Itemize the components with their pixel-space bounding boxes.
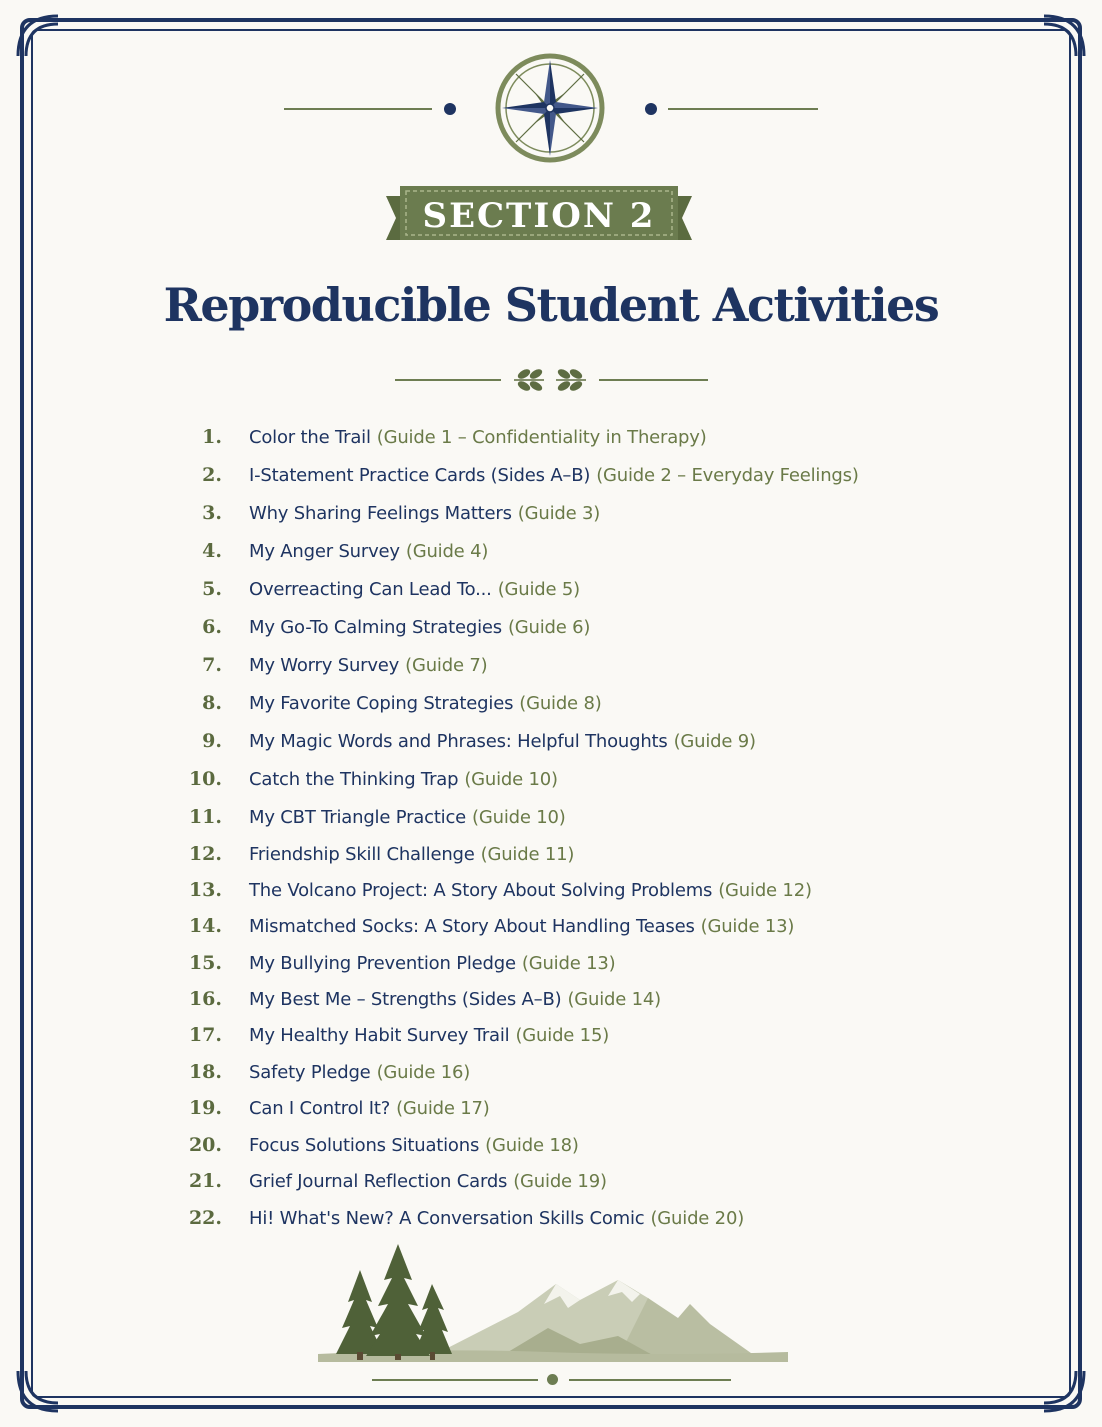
item-number: 1. [202, 426, 222, 448]
item-number: 18. [188, 1061, 222, 1083]
page-title: Reproducible Student Activities [163, 278, 939, 332]
item-title: Focus Solutions Situations [249, 1134, 480, 1156]
item-number: 15. [188, 952, 222, 974]
item-guide-reference: (Guide 14) [567, 988, 661, 1010]
item-guide-reference: (Guide 5) [497, 578, 580, 600]
pine-trees-and-mountains-illustration [318, 1240, 788, 1362]
item-number: 22. [188, 1207, 222, 1229]
item-title: My Magic Words and Phrases: Helpful Thoughts [249, 730, 668, 752]
item-number: 10. [188, 768, 222, 790]
list-item [180, 1128, 579, 1162]
divider-dot [645, 103, 657, 115]
item-title: Catch the Thinking Trap [249, 768, 459, 790]
divider-line [569, 1379, 731, 1381]
divider-line [372, 1379, 538, 1381]
item-guide-reference: (Guide 10) [472, 806, 566, 828]
list-item [180, 534, 488, 568]
item-number: 21. [188, 1170, 222, 1192]
list-item [180, 420, 707, 454]
item-guide-reference: (Guide 19) [513, 1170, 607, 1192]
item-title: Hi! What's New? A Conversation Skills Comic [249, 1207, 645, 1229]
item-title: I-Statement Practice Cards (Sides A–B) [249, 464, 591, 486]
item-title: My CBT Triangle Practice [249, 806, 467, 828]
item-guide-reference: (Guide 13) [521, 952, 616, 974]
corner-ornament-icon [14, 1369, 60, 1415]
list-item [180, 1164, 607, 1198]
corner-ornament-icon [1042, 12, 1088, 58]
item-title: My Bullying Prevention Pledge [249, 952, 516, 974]
item-guide-reference: (Guide 12) [718, 879, 812, 901]
item-title: My Worry Survey [249, 654, 400, 676]
list-item [180, 946, 615, 980]
list-item [180, 800, 566, 834]
item-title: Why Sharing Feelings Matters [249, 502, 512, 524]
item-guide-reference: (Guide 16) [376, 1061, 471, 1083]
item-number: 12. [188, 843, 222, 865]
item-guide-reference: (Guide 17) [396, 1097, 490, 1119]
divider-line [284, 108, 432, 110]
leaf-sprig-icon [510, 367, 590, 393]
item-title: My Favorite Coping Strategies [249, 692, 514, 714]
corner-ornament-icon [1042, 1369, 1088, 1415]
item-guide-reference: (Guide 1 – Confidentiality in Therapy) [376, 426, 707, 448]
list-item [180, 686, 602, 720]
divider-line [668, 108, 818, 110]
list-item [180, 458, 859, 492]
list-item [180, 873, 812, 907]
item-guide-reference: (Guide 11) [480, 843, 575, 865]
item-number: 19. [188, 1097, 222, 1119]
item-number: 7. [202, 654, 222, 676]
list-item [180, 982, 661, 1016]
item-title: Mismatched Socks: A Story About Handling Teases [249, 915, 695, 937]
item-title: Color the Trail [249, 426, 371, 448]
item-guide-reference: (Guide 20) [650, 1207, 745, 1229]
item-title: My Best Me – Strengths (Sides A–B) [249, 988, 562, 1010]
item-number: 17. [188, 1024, 222, 1046]
item-guide-reference: (Guide 18) [485, 1134, 579, 1156]
divider-line [599, 379, 708, 381]
list-item [180, 837, 574, 871]
item-title: My Go-To Calming Strategies [249, 616, 502, 638]
item-number: 4. [202, 540, 222, 562]
list-item [180, 909, 794, 943]
item-number: 2. [202, 464, 222, 486]
item-number: 5. [202, 578, 222, 600]
item-guide-reference: (Guide 13) [700, 915, 795, 937]
item-number: 14. [188, 915, 222, 937]
divider-dot [444, 103, 456, 115]
item-title: The Volcano Project: A Story About Solving Problems [249, 879, 713, 901]
item-title: Friendship Skill Challenge [249, 843, 475, 865]
item-guide-reference: (Guide 10) [464, 768, 558, 790]
item-guide-reference: (Guide 6) [507, 616, 591, 638]
list-item [180, 496, 600, 530]
section-label: SECTION 2 [422, 196, 656, 236]
item-guide-reference: (Guide 3) [517, 502, 601, 524]
compass-rose-icon [494, 52, 606, 164]
item-title: Safety Pledge [249, 1061, 371, 1083]
item-title: Grief Journal Reflection Cards [249, 1170, 508, 1192]
item-number: 8. [202, 692, 222, 714]
list-item [180, 1055, 470, 1089]
item-title: My Anger Survey [249, 540, 400, 562]
item-title: My Healthy Habit Survey Trail [249, 1024, 510, 1046]
item-guide-reference: (Guide 15) [515, 1024, 610, 1046]
divider-line [395, 379, 501, 381]
item-number: 11. [188, 806, 222, 828]
item-number: 3. [202, 502, 222, 524]
item-number: 13. [188, 879, 222, 901]
list-item [180, 648, 487, 682]
item-guide-reference: (Guide 8) [519, 692, 602, 714]
item-number: 20. [188, 1134, 222, 1156]
item-number: 9. [202, 730, 222, 752]
item-guide-reference: (Guide 9) [673, 730, 756, 752]
list-item [180, 1018, 609, 1052]
list-item [180, 724, 756, 758]
divider-dot [547, 1374, 558, 1385]
item-title: Overreacting Can Lead To... [249, 578, 492, 600]
list-item [180, 572, 580, 606]
item-title: Can I Control It? [249, 1097, 391, 1119]
item-number: 16. [188, 988, 222, 1010]
list-item [180, 1091, 490, 1125]
corner-ornament-icon [14, 12, 60, 58]
list-item [180, 1201, 744, 1235]
item-guide-reference: (Guide 4) [405, 540, 489, 562]
item-guide-reference: (Guide 7) [405, 654, 488, 676]
list-item [180, 762, 558, 796]
item-guide-reference: (Guide 2 – Everyday Feelings) [596, 464, 859, 486]
list-item [180, 610, 590, 644]
item-number: 6. [202, 616, 222, 638]
